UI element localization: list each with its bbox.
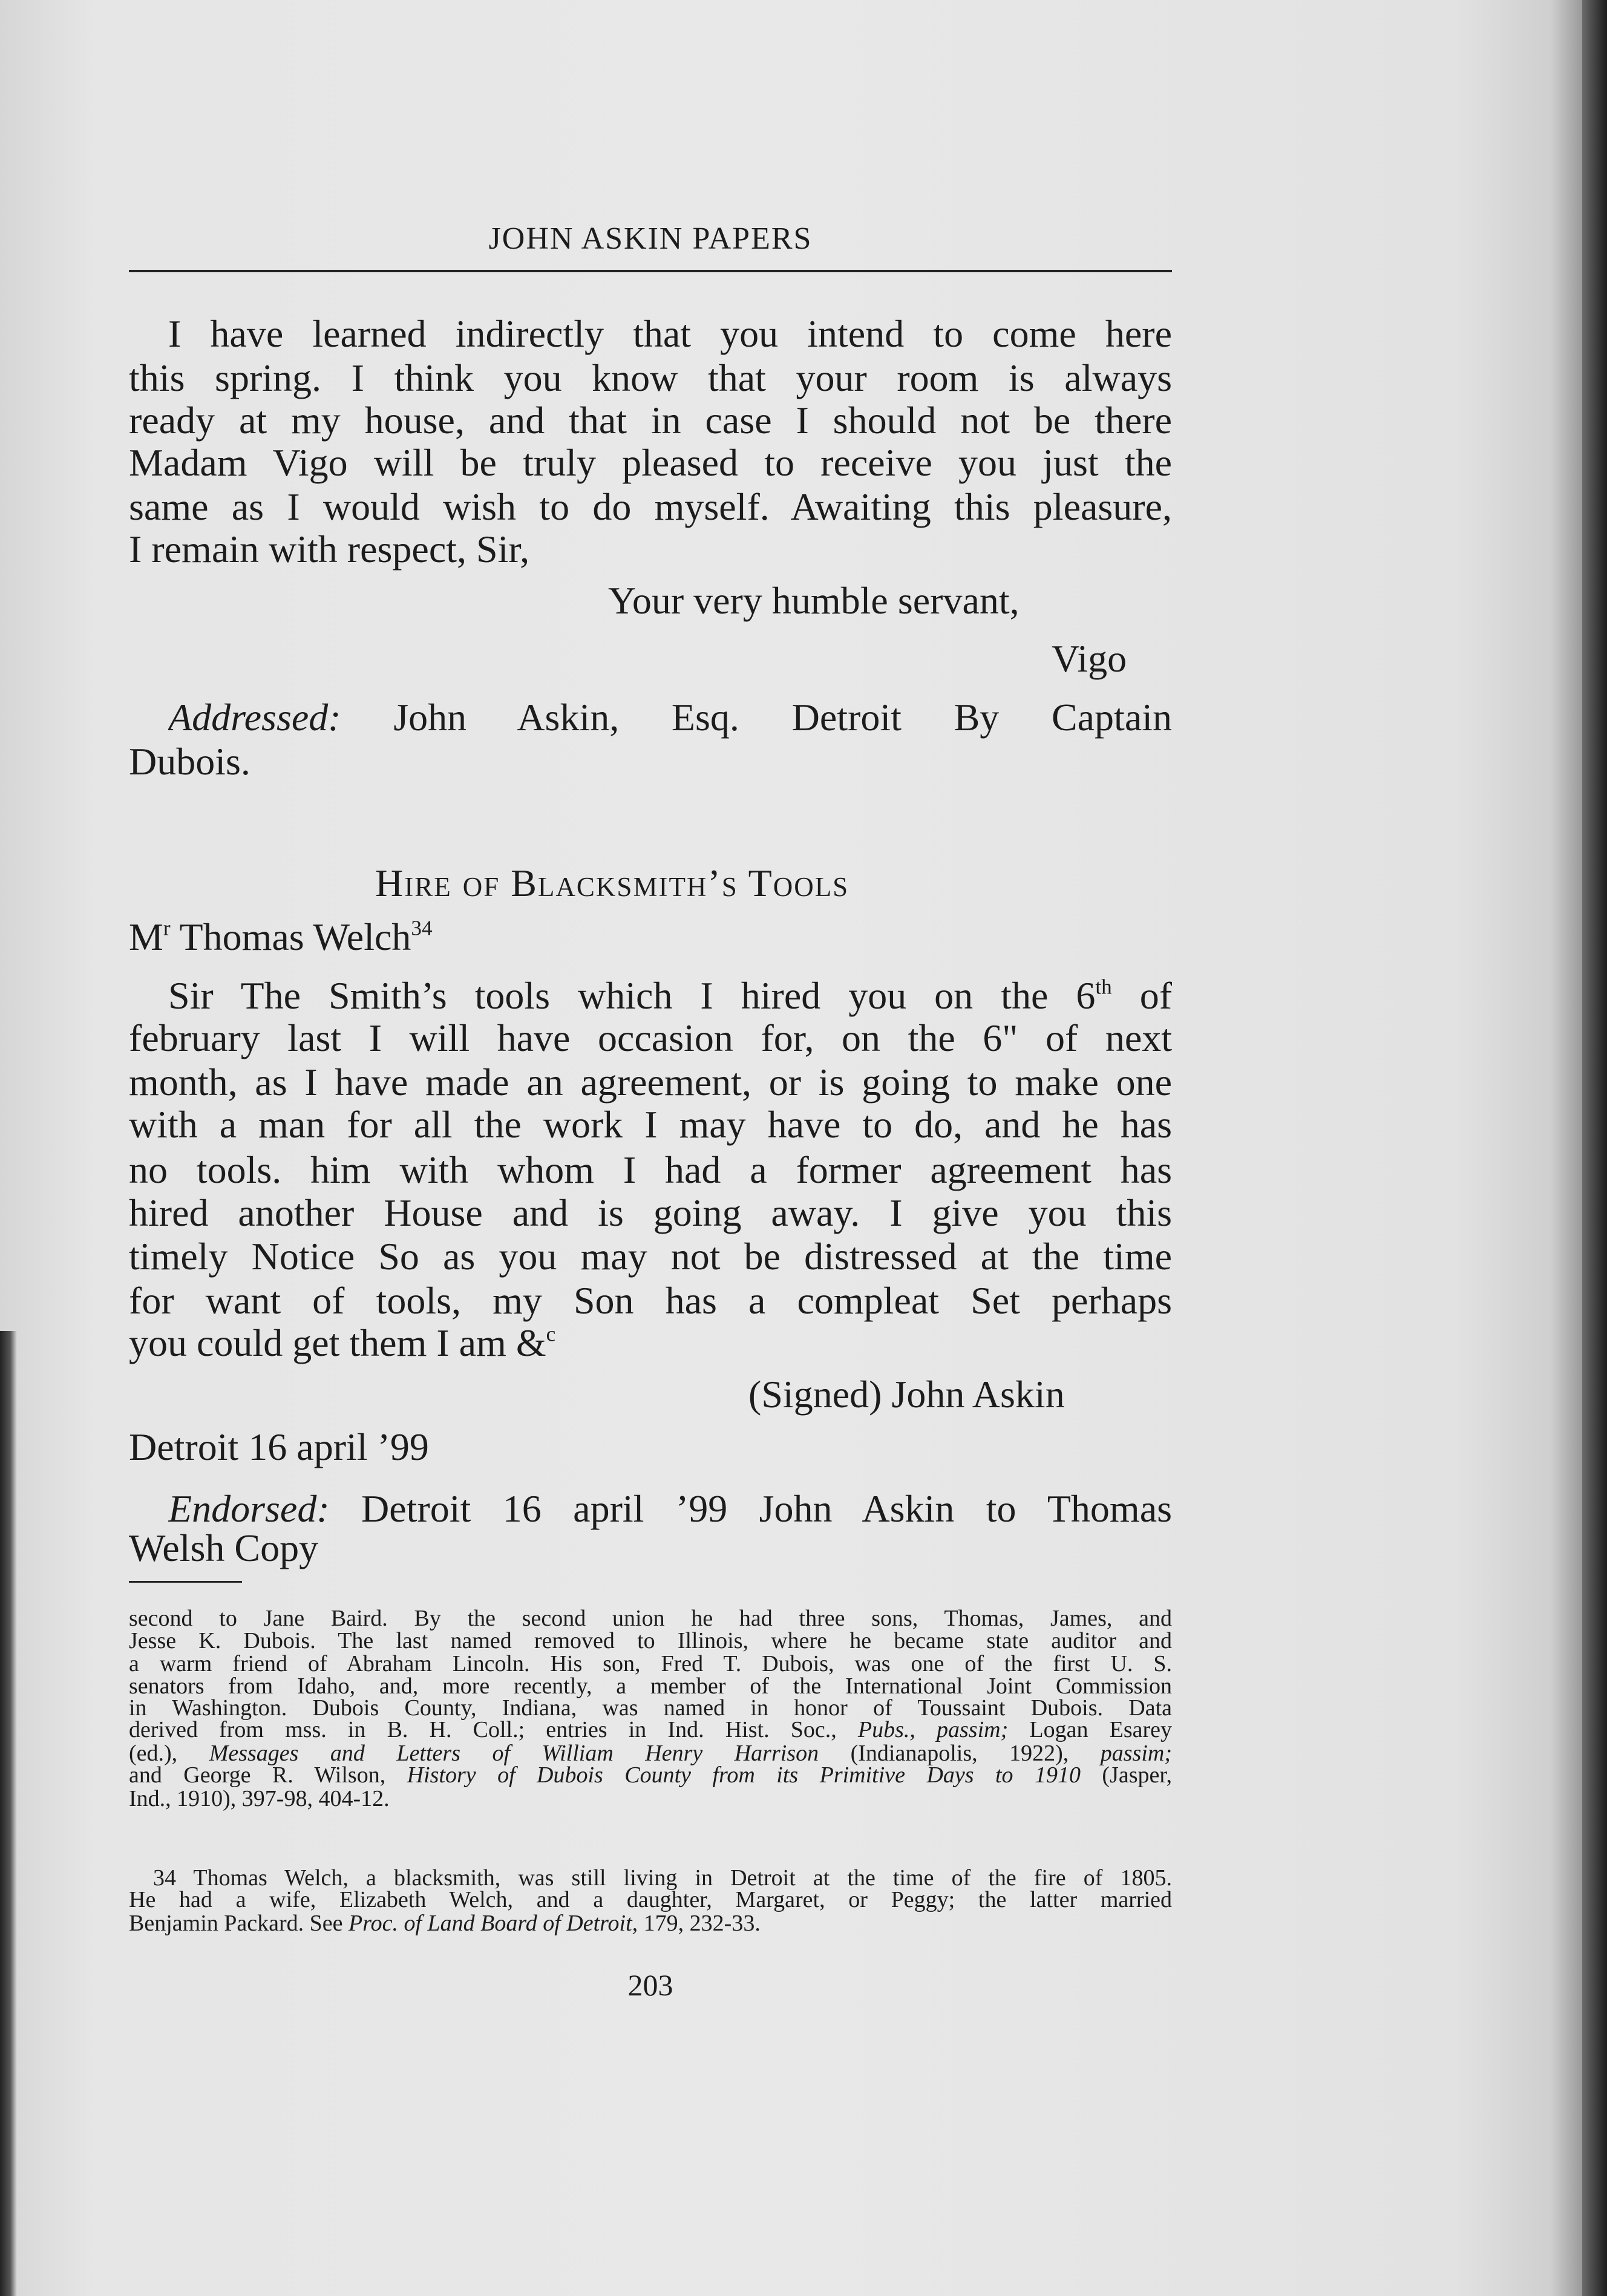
text-line xyxy=(129,1277,1172,1325)
text-line xyxy=(168,1485,1172,1533)
superscript: 34 xyxy=(411,916,433,940)
text-segment: Welsh Copy xyxy=(129,1526,319,1569)
text-line xyxy=(748,1370,1065,1419)
footnote-line xyxy=(129,1763,1172,1787)
text-segment: Sir The Smith’s tools which I hired you on the 6 xyxy=(168,974,1096,1017)
text-line xyxy=(129,1524,318,1572)
text-line xyxy=(129,1101,1172,1149)
text-line xyxy=(129,439,1172,487)
text-segment: Benjamin Packard. See xyxy=(129,1911,349,1936)
text-line xyxy=(129,1232,1172,1281)
page-right-edge xyxy=(1582,0,1607,2296)
footnote-line xyxy=(129,1629,1172,1653)
footnote-line xyxy=(129,1888,1172,1912)
text-segment: same as I would wish to do myself. Awaiting this pleasure, xyxy=(129,485,1172,528)
text-segment: for want of tools, my Son has a compleat Set perhaps xyxy=(129,1279,1172,1322)
text-segment: Your very humble servant, xyxy=(608,579,1020,622)
text-segment: 34 Thomas Welch, a blacksmith, was still living in Detroit at the time of the fire of 1805. xyxy=(153,1866,1172,1890)
text-segment: month, as I have made an agreement, or is going to make one xyxy=(129,1061,1172,1104)
text-line xyxy=(129,1189,1172,1237)
text-line xyxy=(129,354,1172,402)
text-segment: Detroit 16 april ’99 xyxy=(129,1425,429,1468)
text-segment: Hire of Blacksmith’s Tools xyxy=(375,862,849,904)
text-segment: ready at my house, and that in case I should not be there xyxy=(129,399,1172,442)
header-rule xyxy=(129,270,1172,272)
text-segment: Dubois. xyxy=(129,740,250,783)
text-segment: with a man for all the work I may have to do, and he has xyxy=(129,1103,1172,1146)
text-line xyxy=(129,396,1172,445)
text-segment: of xyxy=(1111,974,1172,1017)
text-line xyxy=(168,693,1172,742)
footnote-line xyxy=(129,1606,1172,1630)
text-segment: a warm friend of Abraham Lincoln. His son, Fred T. Dubois, was one of the first U. S. xyxy=(129,1652,1172,1676)
text-segment: Madam Vigo will be truly pleased to receive you just the xyxy=(129,441,1172,484)
italic-text: Pubs., passim; xyxy=(857,1718,1009,1742)
text-segment: M xyxy=(129,915,163,958)
italic-text: Messages and Letters of William Henry Harrison xyxy=(209,1741,819,1765)
italic-text: passim; xyxy=(1100,1741,1172,1765)
text-segment: february last I will have occasion for, on the 6" of next xyxy=(129,1016,1172,1059)
text-segment: Detroit 16 april ’99 John Askin to Thomas xyxy=(329,1487,1172,1530)
text-segment: this spring. I think you know that your room is always xyxy=(129,356,1172,399)
text-line xyxy=(608,577,1020,625)
footnote-line xyxy=(129,1911,761,1935)
text-line xyxy=(129,525,529,574)
text-line xyxy=(129,1319,555,1367)
text-line xyxy=(168,972,1172,1020)
text-segment: (Signed) John Askin xyxy=(748,1373,1065,1416)
text-segment: Jesse K. Dubois. The last named removed to Illinois, where he became state auditor and xyxy=(129,1629,1172,1653)
italic-text: Addressed: xyxy=(168,696,341,739)
text-line xyxy=(129,1014,1172,1062)
text-segment: Vigo xyxy=(1052,637,1127,680)
text-segment: Ind., 1910), 397-98, 404-12. xyxy=(129,1786,390,1811)
text-segment: (Indianapolis, 1922), xyxy=(819,1741,1101,1765)
torn-left-edge xyxy=(0,1331,17,2296)
text-segment: Logan Esarey xyxy=(1008,1718,1172,1742)
text-line xyxy=(168,310,1172,358)
italic-text: Endorsed: xyxy=(168,1487,330,1530)
text-segment: senators from Idaho, and, more recently, a member of the International Joint Commission xyxy=(129,1674,1172,1698)
text-segment: and George R. Wilson, xyxy=(129,1763,407,1787)
footnote-line xyxy=(129,1718,1172,1742)
italic-text: History of Dubois County from its Primitive Days to 1910 xyxy=(407,1763,1081,1787)
italic-text: Proc. of Land Board of Detroit, xyxy=(349,1911,638,1936)
text-segment: hired another House and is going away. I give you this xyxy=(129,1191,1172,1234)
text-segment: timely Notice So as you may not be distressed at the time xyxy=(129,1235,1172,1278)
page-number: 203 xyxy=(627,1968,673,2002)
text-segment: derived from mss. in B. H. Coll.; entries in Ind. Hist. Soc., xyxy=(129,1718,858,1742)
text-segment: in Washington. Dubois County, Indiana, was named in honor of Toussaint Dubois. Data xyxy=(129,1696,1172,1720)
text-segment: He had a wife, Elizabeth Welch, and a daughter, Margaret, or Peggy; the latter married xyxy=(129,1888,1172,1912)
footnote-line xyxy=(129,1696,1172,1720)
superscript: c xyxy=(546,1322,556,1346)
text-segment: no tools. him with whom I had a former agreement has xyxy=(129,1148,1172,1191)
text-segment: I remain with respect, Sir, xyxy=(129,528,530,571)
text-segment: second to Jane Baird. By the second union he had three sons, Thomas, James, and xyxy=(129,1606,1172,1630)
footnote-line xyxy=(129,1787,390,1811)
text-line xyxy=(129,1146,1172,1194)
text-segment: you could get them I am & xyxy=(129,1321,546,1364)
footnote-line xyxy=(153,1866,1172,1890)
text-segment: I have learned indirectly that you intend to come here xyxy=(168,312,1172,355)
superscript: th xyxy=(1095,975,1112,999)
text-segment: 179, 232-33. xyxy=(638,1911,761,1936)
footnote-line xyxy=(129,1741,1172,1765)
superscript: r xyxy=(163,916,171,940)
text-segment: Thomas Welch xyxy=(170,915,411,958)
text-line xyxy=(129,913,433,961)
running-header: JOHN ASKIN PAPERS xyxy=(488,221,813,256)
footnote-line xyxy=(129,1652,1172,1676)
text-line xyxy=(129,738,250,786)
footnote-line xyxy=(129,1674,1172,1698)
text-segment: John Askin, Esq. Detroit By Captain xyxy=(341,696,1172,739)
text-line xyxy=(129,1058,1172,1107)
text-segment: (Jasper, xyxy=(1080,1763,1172,1787)
text-line xyxy=(129,1423,429,1471)
text-line xyxy=(129,483,1172,531)
text-line xyxy=(1052,635,1127,683)
text-line xyxy=(375,859,849,908)
text-segment: (ed.), xyxy=(129,1741,209,1765)
footnote-rule xyxy=(129,1581,242,1583)
